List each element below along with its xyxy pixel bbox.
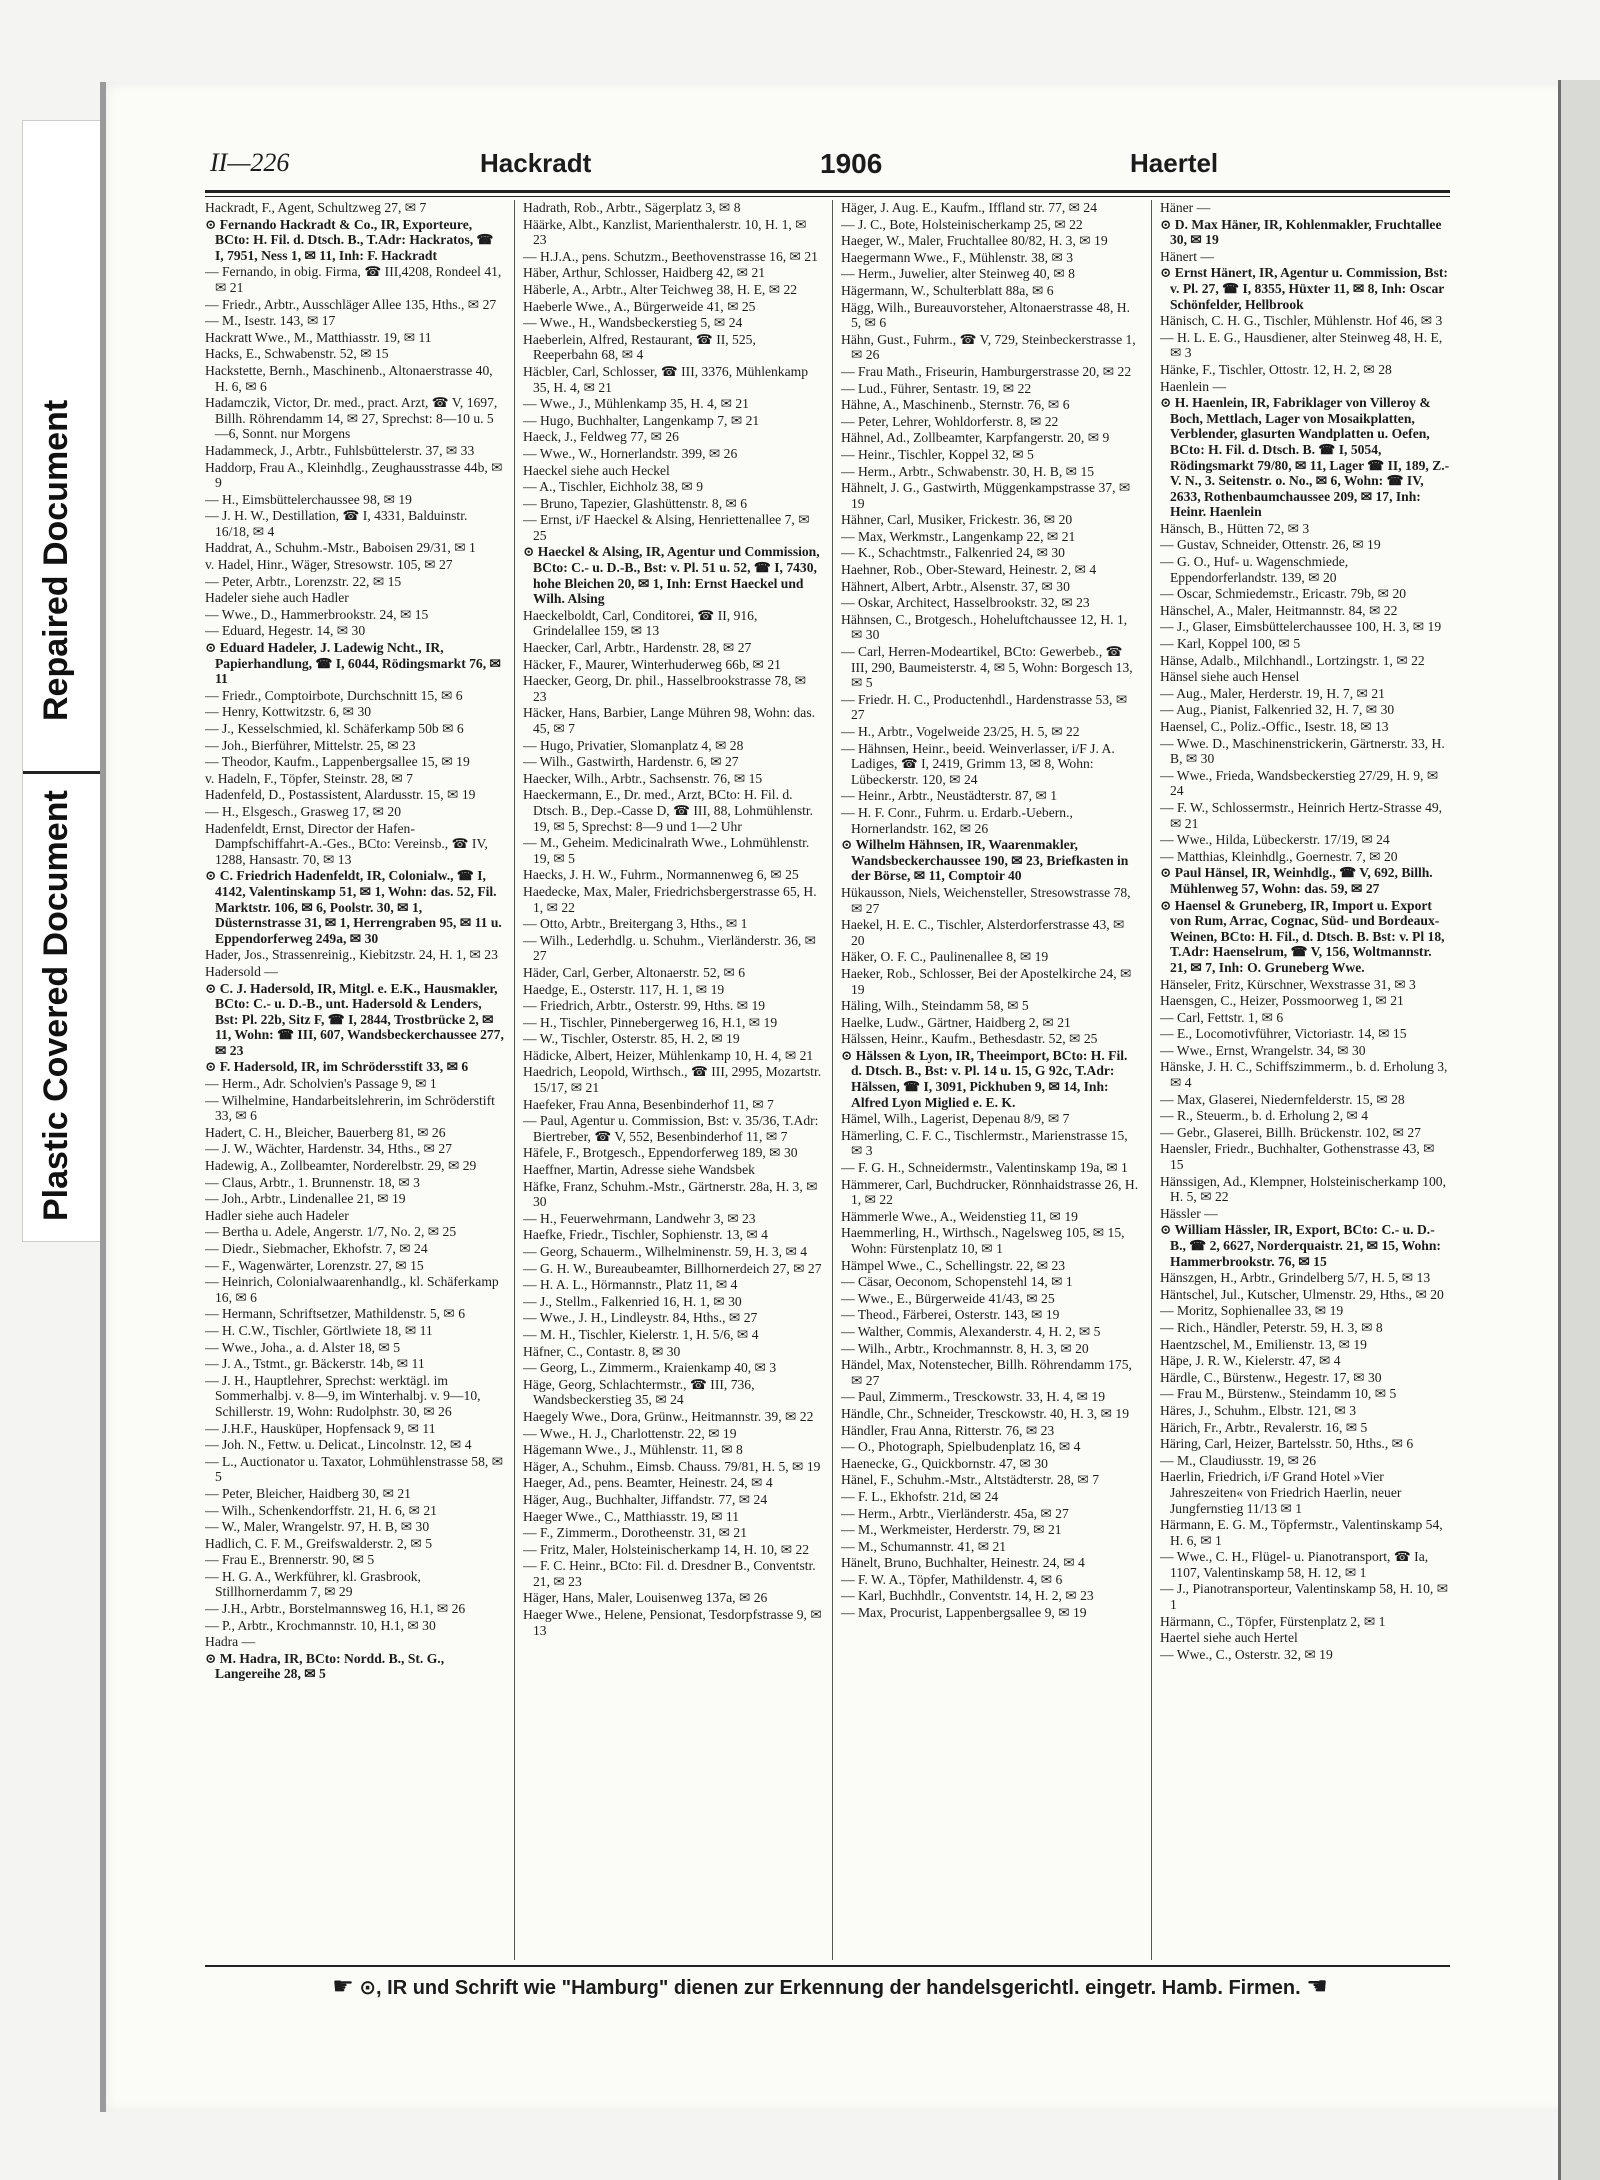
directory-entry: Häberle, A., Arbtr., Alter Teichweg 38, H. E, ✉ 22 (523, 281, 798, 297)
directory-entry: — Bertha u. Adele, Angerstr. 1/7, No. 2, ✉ 25 (205, 1224, 457, 1240)
directory-entry: — Hermann, Schriftsetzer, Mathildenstr. 5, ✉ 6 (205, 1306, 466, 1322)
directory-entry: — Fritz, Maler, Holsteinischerkamp 14, H. 10, ✉ 22 (523, 1541, 810, 1557)
document-label-tab (22, 120, 102, 1242)
directory-entry: Händle, Chr., Schneider, Tresckowstr. 40, H. 3, ✉ 19 (841, 1405, 1129, 1421)
directory-entry: Haenlein — (1160, 378, 1227, 394)
directory-entry: — Bruno, Tapezier, Glashüttenstr. 8, ✉ 6 (523, 495, 748, 511)
directory-entry: — H. F. Conr., Fuhrm. u. Erdarb.-Uebern., Hornerlandstr. 162, ✉ 26 (841, 804, 1073, 836)
directory-entry: Haeger Wwe., Helene, Pensionat, Tesdorpfstrasse 9, ✉ 13 (523, 1607, 822, 1638)
directory-entry: Hähne, A., Maschinenb., Sternstr. 76, ✉ 6 (841, 397, 1070, 413)
directory-entry: — Paul, Zimmerm., Tresckowstr. 33, H. 4, ✉ 19 (841, 1389, 1106, 1405)
directory-entry: — Karl, Koppel 100, ✉ 5 (1160, 636, 1301, 652)
directory-entry: — Heinr., Tischler, Koppel 32, ✉ 5 (841, 446, 1034, 462)
directory-entry: Haeckermann, E., Dr. med., Arzt, BCto: H. Fil. d. Dtsch. B., Dep.-Casse D, ☎ III, 88, Lohmühlenstr. 19, ✉ 5, Sprechst: 8—9 und 1—2 Uhr (523, 787, 814, 834)
directory-columns (205, 200, 1450, 1960)
directory-entry: v. Hadel, Hinr., Wäger, Stresowstr. 105, ✉ 27 (205, 557, 453, 573)
directory-entry: ⊙ Wilhelm Hähnsen, IR, Waarenmakler, Wandsbeckerchaussee 190, ✉ 23, Briefkasten in der Börse, ✉ 11, Comptoir 40 (841, 837, 1129, 884)
directory-entry: — Wwe., Frieda, Wandsbeckerstieg 27/29, H. 9, ✉ 24 (1160, 767, 1439, 799)
directory-entry: Hänke, F., Tischler, Ottostr. 12, H. 2, ✉ 28 (1160, 361, 1392, 377)
header-rule (205, 190, 1450, 193)
directory-entry: Härmann, E. G. M., Töpfermstr., Valentinskamp 54, H. 6, ✉ 1 (1160, 1517, 1443, 1548)
directory-entry: Härich, Fr., Arbtr., Revalerstr. 16, ✉ 5 (1160, 1419, 1368, 1435)
plastic-covered-label: Plastic Covered Document (37, 790, 75, 1221)
directory-entry: Haekel, H. E. C., Tischler, Alsterdorferstrasse 43, ✉ 20 (841, 917, 1125, 948)
directory-entry: Häpe, J. R. W., Kielerstr. 47, ✉ 4 (1160, 1353, 1341, 1369)
directory-entry: Haeker, Rob., Schlosser, Bei der Apostelkirche 24, ✉ 19 (841, 965, 1132, 997)
directory-entry: v. Hadeln, F., Töpfer, Steinstr. 28, ✉ 7 (205, 770, 413, 786)
directory-entry: Hadrath, Rob., Arbtr., Sägerplatz 3, ✉ 8 (523, 200, 741, 215)
directory-entry: Haegermann Wwe., F., Mühlenstr. 38, ✉ 3 (841, 249, 1074, 265)
directory-entry: — Aug., Maler, Herderstr. 19, H. 7, ✉ 21 (1160, 685, 1385, 701)
directory-entry: — J. A., Tstmt., gr. Bäckerstr. 14b, ✉ 11 (205, 1356, 425, 1372)
column-3 (841, 200, 1141, 1960)
directory-entry: Häger, J. Aug. E., Kaufm., Iffland str. 77, ✉ 24 (841, 200, 1097, 215)
directory-entry: — Herm., Adr. Scholvien's Passage 9, ✉ 1 (205, 1076, 437, 1092)
directory-entry: — Wwe. D., Maschinenstrickerin, Gärtnerstr. 33, H. B, ✉ 30 (1160, 735, 1445, 767)
directory-entry: Häger, Hans, Maler, Louisenweg 137a, ✉ 26 (523, 1590, 768, 1606)
page-header (210, 148, 1450, 188)
directory-entry: Haecker, Wilh., Arbtr., Sachsenstr. 76, ✉ 15 (523, 770, 763, 786)
directory-entry: Hägg, Wilh., Bureauvorsteher, Altonaerstrasse 48, H. 5, ✉ 6 (841, 299, 1130, 331)
header-last-word: Haertel (1130, 148, 1219, 178)
directory-entry: Hänsel siehe auch Hensel (1160, 669, 1300, 685)
directory-entry: — F. L., Ekhofstr. 21d, ✉ 24 (841, 1488, 999, 1504)
footer-rule (205, 1965, 1450, 1967)
directory-entry: Hadert, C. H., Bleicher, Bauerberg 81, ✉ 26 (205, 1124, 446, 1140)
directory-entry: — H., Arbtr., Vogelweide 23/25, H. 5, ✉ 22 (841, 724, 1080, 739)
directory-entry: Häker, O. F. C., Paulinenallee 8, ✉ 19 (841, 949, 1049, 965)
directory-entry: Häge, Georg, Schlachtermstr., ☎ III, 736, Wandsbeckerstieg 35, ✉ 24 (523, 1376, 755, 1408)
directory-entry: — Peter, Lehrer, Wohldorferstr. 8, ✉ 22 (841, 413, 1059, 429)
directory-entry: Hägemann Wwe., J., Mühlenstr. 11, ✉ 8 (523, 1442, 743, 1458)
directory-entry: Häger, A., Schuhm., Eimsb. Chauss. 79/81, H. 5, ✉ 19 (523, 1458, 821, 1474)
directory-entry: Haeger, W., Maler, Fruchtallee 80/82, H. 3, ✉ 19 (841, 233, 1108, 249)
directory-entry: ⊙ Haensel & Gruneberg, IR, Import u. Export von Rum, Arrac, Cognac, Süd- und Bordeaux-Weinen, BCto: H. Fil., d. Dtsch. B. Bst: v. Pl 18, T.Adr: Haenselrum, ☎ V, 156, Woltmannstr. 21, ✉ 7, Inh: O. Gruneberg Wwe. (1160, 897, 1445, 975)
directory-entry: — Friedr. H. C., Productenhdl., Hardenstrasse 53, ✉ 27 (841, 691, 1128, 723)
directory-entry: Hänske, J. H. C., Schiffszimmerm., b. d. Erholung 3, ✉ 4 (1160, 1059, 1448, 1091)
directory-entry: Häres, J., Schuhm., Elbstr. 121, ✉ 3 (1160, 1402, 1357, 1418)
directory-entry: — Georg, L., Zimmerm., Kraienkamp 40, ✉ 3 (523, 1360, 777, 1376)
column-1 (205, 200, 505, 1960)
directory-entry: — Wilh., Gastwirth, Hardenstr. 6, ✉ 27 (523, 754, 739, 770)
directory-entry: Hässler — (1160, 1205, 1218, 1221)
directory-entry: Haegely Wwe., Dora, Grünw., Heitmannstr. 39, ✉ 22 (523, 1408, 814, 1424)
directory-entry: Hadlich, C. F. M., Greifswalderstr. 2, ✉ 5 (205, 1535, 433, 1551)
directory-entry: Haehner, Rob., Ober-Steward, Heinestr. 2, ✉ 4 (841, 562, 1097, 578)
directory-entry: Hadenfeldt, Ernst, Director der Hafen-Dampfschiffahrt-A.-Ges., BCto: Vereinsb., ☎ IV, 1288, Hansastr. 70, ✉ 13 (205, 820, 488, 867)
directory-entry: Haenecke, G., Quickbornstr. 47, ✉ 30 (841, 1455, 1048, 1471)
directory-entry: Haeffner, Martin, Adresse siehe Wandsbek (523, 1162, 755, 1178)
directory-entry: — Oskar, Architect, Hasselbrookstr. 32, ✉ 23 (841, 595, 1090, 611)
directory-entry: — F., Zimmerm., Dorotheenstr. 31, ✉ 21 (523, 1525, 748, 1541)
directory-entry: — M., Geheim. Medicinalrath Wwe., Lohmühlenstr. 19, ✉ 5 (523, 835, 810, 866)
directory-entry: Hämmerer, Carl, Buchdrucker, Rönnhaidstrasse 26, H. 1, ✉ 22 (841, 1176, 1139, 1208)
directory-entry: — M., Isestr. 143, ✉ 17 (205, 313, 336, 329)
directory-entry: — Matthias, Kleinhdlg., Goernestr. 7, ✉ 20 (1160, 848, 1398, 864)
directory-entry: — O., Photograph, Spielbudenplatz 16, ✉ 4 (841, 1439, 1081, 1455)
directory-entry: — Max, Werkmstr., Langenkamp 22, ✉ 21 (841, 528, 1076, 544)
directory-entry: — J., Stellm., Falkenried 16, H. 1, ✉ 30 (523, 1293, 742, 1309)
directory-entry: — J. H., Hauptlehrer, Sprechst: werktägl. im Sommerhalbj. v. 8—9, im Winterhalbj. v. 9—10, Schillerstr. 19, Wohn: Rudolphstr. 30, ✉ 26 (205, 1372, 481, 1419)
directory-entry: — Wilh., Schenkendorffstr. 21, H. 6, ✉ 21 (205, 1502, 437, 1518)
directory-entry: — Diedr., Siebmacher, Ekhofstr. 7, ✉ 24 (205, 1241, 428, 1256)
directory-entry: Häfner, C., Contastr. 8, ✉ 30 (523, 1343, 681, 1359)
directory-entry: Häcker, Hans, Barbier, Lange Mühren 98, Wohn: das. 45, ✉ 7 (523, 705, 816, 736)
directory-entry: Haefke, Friedr., Tischler, Sophienstr. 13, ✉ 4 (523, 1227, 768, 1243)
directory-entry: Hadamczik, Victor, Dr. med., pract. Arzt, ☎ V, 1697, Billh. Röhrendamm 14, ✉ 27, Sprechst: 8—10 u. 5—6, Sonnt. nur Morgens (205, 395, 498, 442)
directory-entry: Hädicke, Albert, Heizer, Mühlenkamp 10, H. 4, ✉ 21 (523, 1047, 814, 1063)
directory-entry: — Henry, Kottwitzstr. 6, ✉ 30 (205, 704, 372, 720)
directory-entry: — J.H., Arbtr., Borstelmannsweg 16, H.1, ✉ 26 (205, 1601, 466, 1617)
directory-entry: Hadler siehe auch Hadeler (205, 1207, 349, 1223)
directory-entry: — Wwe., W., Hornerlandstr. 399, ✉ 26 (523, 445, 738, 461)
directory-entry: Haddrat, A., Schuhm.-Mstr., Baboisen 29/31, ✉ 1 (205, 540, 476, 556)
directory-entry: Hänisch, C. H. G., Tischler, Mühlenstr. Hof 46, ✉ 3 (1160, 313, 1443, 329)
directory-entry: Häling, Wilh., Steindamm 58, ✉ 5 (841, 998, 1029, 1014)
directory-entry: Haensler, Friedr., Buchhalter, Gothenstrasse 43, ✉ 15 (1160, 1141, 1435, 1173)
directory-entry: ⊙ Paul Hänsel, IR, Weinhdlg., ☎ V, 692, Billh. Mühlenweg 57, Wohn: das. 59, ✉ 27 (1160, 865, 1433, 896)
directory-entry: — J., Pianotransporteur, Valentinskamp 58, H. 10, ✉ 1 (1160, 1581, 1449, 1613)
directory-entry: — R., Steuerm., b. d. Erholung 2, ✉ 4 (1160, 1108, 1369, 1124)
page-footer (210, 1972, 1450, 2001)
directory-entry: Hänszgen, H., Arbtr., Grindelberg 5/7, H. 5, ✉ 13 (1160, 1270, 1431, 1286)
directory-entry: — H., Feuerwehrmann, Landwehr 3, ✉ 23 (523, 1210, 756, 1226)
directory-entry: Hämerling, C. F. C., Tischlermstr., Marienstrasse 15, ✉ 3 (841, 1127, 1128, 1159)
directory-entry: Häfele, F., Brotgesch., Eppendorferweg 189, ✉ 30 (523, 1145, 798, 1161)
pointing-hand-icon: ☚ (1306, 1973, 1328, 2000)
directory-entry: Händel, Max, Notenstecher, Billh. Röhrendamm 175, ✉ 27 (841, 1357, 1132, 1388)
directory-entry: — Rich., Händler, Peterstr. 59, H. 3, ✉ 8 (1160, 1319, 1383, 1335)
directory-entry: Hadenfeld, D., Postassistent, Alardusstr. 15, ✉ 19 (205, 787, 476, 803)
directory-entry: — H., Elsgesch., Grasweg 17, ✉ 20 (205, 803, 402, 819)
directory-entry: Haefeker, Frau Anna, Besenbinderhof 11, ✉ 7 (523, 1096, 774, 1112)
directory-entry: Hänelt, Bruno, Buchhalter, Heinestr. 24, ✉ 4 (841, 1555, 1085, 1571)
directory-entry: Haeberle Wwe., A., Bürgerweide 41, ✉ 25 (523, 298, 756, 314)
directory-entry: — M., Werkmeister, Herderstr. 79, ✉ 21 (841, 1522, 1062, 1538)
directory-entry: — H. A. L., Hörmannstr., Platz 11, ✉ 4 (523, 1277, 738, 1293)
directory-entry: — A., Tischler, Eichholz 38, ✉ 9 (523, 479, 704, 495)
directory-entry: Hänseler, Fritz, Kürschner, Wexstrasse 31, ✉ 3 (1160, 976, 1416, 992)
directory-entry: ⊙ F. Hadersold, IR, im Schrödersstift 33, ✉ 6 (205, 1059, 469, 1075)
directory-entry: Hacks, E., Schwabenstr. 52, ✉ 15 (205, 346, 389, 362)
directory-entry: Haeberlein, Alfred, Restaurant, ☎ II, 525, Reeperbahn 68, ✉ 4 (523, 331, 756, 363)
directory-entry: — Heinrich, Colonialwaarenhandlg., kl. Schäferkamp 16, ✉ 6 (205, 1274, 499, 1305)
column-divider (514, 200, 515, 1960)
directory-entry: ⊙ C. Friedrich Hadenfeldt, IR, Colonialw., ☎ I, 4142, Valentinskamp 51, ✉ 1, Wohn: das. 52, Fil. Marktstr. 106, ✉ 6, Poolstr. 30, ✉ 1, Düsternstrasse 31, ✉ 1, Herrengraben 95, ✉ 11 u. Eppendorferweg 249a, ✉ 30 (205, 868, 502, 946)
directory-entry: ⊙ Hälssen & Lyon, IR, Theeimport, BCto: H. Fil. d. Dtsch. B., Bst: v. Pl. 14 u. 15, G 92c, T.Adr: Hälssen, ☎ I, 3091, Pickhuben 9, ✉ 14, Inh: Alfred Lyon Miglied e. E. K. (841, 1047, 1128, 1110)
header-first-word: Hackradt (480, 148, 592, 178)
directory-entry: Hänschel, A., Maler, Heitmannstr. 84, ✉ 22 (1160, 602, 1398, 618)
directory-entry: — Hugo, Buchhalter, Langenkamp 7, ✉ 21 (523, 412, 760, 428)
directory-entry: Hähner, Carl, Musiker, Frickestr. 36, ✉ 20 (841, 512, 1073, 528)
directory-entry: Hadammeck, J., Arbtr., Fuhlsbüttelerstr. 37, ✉ 33 (205, 442, 475, 458)
directory-entry: — P., Arbtr., Krochmannstr. 10, H.1, ✉ 30 (205, 1617, 436, 1633)
directory-entry: Haecker, Georg, Dr. phil., Hasselbrookstrasse 78, ✉ 23 (523, 673, 807, 704)
directory-entry: Hägermann, W., Schulterblatt 88a, ✉ 6 (841, 282, 1054, 298)
directory-entry: Häner — (1160, 200, 1211, 215)
footer-note: ⊙, IR und Schrift wie "Hamburg" dienen zur Erkennung der handelsgerichtl. eingetr. Hamb. Firmen. (359, 1977, 1301, 1999)
directory-entry: — Wwe., J. H., Lindleystr. 84, Hths., ✉ 27 (523, 1310, 758, 1326)
directory-entry: Hähnert, Albert, Arbtr., Alsenstr. 37, ✉ 30 (841, 578, 1070, 594)
directory-entry: Hadra — (205, 1634, 256, 1650)
directory-entry: — H. G. A., Werkführer, kl. Grasbrook, Stillhornerdamm 7, ✉ 29 (205, 1568, 421, 1600)
directory-entry: Hälssen, Heinr., Kaufm., Bethesdastr. 52, ✉ 25 (841, 1031, 1098, 1047)
directory-entry: — Aug., Pianist, Falkenried 32, H. 7, ✉ 30 (1160, 702, 1395, 718)
directory-entry: — W., Maler, Wrangelstr. 97, H. B, ✉ 30 (205, 1519, 430, 1535)
directory-entry: — Ernst, i/F Haeckel & Alsing, Henriettenallee 7, ✉ 25 (523, 512, 810, 543)
directory-entry: — L., Auctionator u. Taxator, Lohmühlenstrasse 58, ✉ 5 (205, 1453, 504, 1485)
directory-entry: — Gebr., Glaserei, Billh. Brückenstr. 102, ✉ 27 (1160, 1124, 1421, 1140)
directory-entry: — J., Kesselschmied, kl. Schäferkamp 50b ✉ 6 (205, 721, 464, 736)
directory-entry: Hackradt, F., Agent, Schultzweg 27, ✉ 7 (205, 200, 427, 215)
directory-entry: — F. C. Heinr., BCto: Fil. d. Dresdner B., Conventstr. 21, ✉ 23 (523, 1558, 816, 1589)
directory-entry: Hähnel, Ad., Zollbeamter, Karpfangerstr. 20, ✉ 9 (841, 430, 1110, 446)
directory-entry: ⊙ D. Max Häner, IR, Kohlenmakler, Fruchtallee 30, ✉ 19 (1160, 216, 1442, 248)
next-page-edge (1558, 80, 1600, 2180)
column-divider (832, 200, 833, 1960)
directory-entry: Häring, Carl, Heizer, Bartelsstr. 50, Hths., ✉ 6 (1160, 1436, 1414, 1452)
directory-entry: — Max, Glaserei, Niedernfelderstr. 15, ✉ 28 (1160, 1091, 1405, 1107)
directory-entry: — Joh., Arbtr., Lindenallee 21, ✉ 19 (205, 1191, 406, 1207)
directory-entry: Haecker, Carl, Arbtr., Hardenstr. 28, ✉ 27 (523, 640, 752, 656)
directory-entry: — J. C., Bote, Holsteinischerkamp 25, ✉ 22 (841, 216, 1083, 232)
directory-entry: — Joh., Bierführer, Mittelstr. 25, ✉ 23 (205, 737, 416, 753)
directory-entry: Hadewig, A., Zollbeamter, Norderelbstr. 29, ✉ 29 (205, 1158, 477, 1174)
directory-entry: Häger, Aug., Buchhalter, Jiffandstr. 77, ✉ 24 (523, 1491, 768, 1507)
directory-entry: — Carl, Fettstr. 1, ✉ 6 (1160, 1009, 1284, 1025)
directory-entry: Hähn, Gust., Fuhrm., ☎ V, 729, Steinbeckerstrasse 1, ✉ 26 (841, 331, 1136, 363)
directory-entry: Haedrich, Leopold, Wirthsch., ☎ III, 2995, Mozartstr. 15/17, ✉ 21 (523, 1064, 822, 1096)
directory-entry: — H.J.A., pens. Schutzm., Beethovenstrasse 16, ✉ 21 (523, 248, 818, 264)
directory-entry: Haelke, Ludw., Gärtner, Haidberg 2, ✉ 21 (841, 1014, 1071, 1030)
directory-entry: Hader, Jos., Strassenreinig., Kiebitzstr. 24, H. 1, ✉ 23 (205, 947, 498, 963)
directory-entry: — Friedr., Comptoirbote, Durchschnitt 15, ✉ 6 (205, 687, 463, 703)
directory-entry: Hänel, F., Schuhm.-Mstr., Altstädterstr. 28, ✉ 7 (841, 1472, 1100, 1488)
directory-entry: — Wwe., C. H., Flügel- u. Pianotransport, ☎ Ia, 1107, Valentinskamp 58, H. 12, ✉ 1 (1160, 1549, 1429, 1580)
directory-entry: Häfke, Franz, Schuhm.-Mstr., Gärtnerstr. 28a, H. 3, ✉ 30 (523, 1178, 818, 1210)
directory-entry: — J., Glaser, Eimsbüttelerchaussee 100, H. 3, ✉ 19 (1160, 619, 1442, 635)
directory-entry: ⊙ William Hässler, IR, Export, BCto: C.- u. D.-B., ☎ 2, 6627, Norderquaistr. 21, ✉ 15, Wohn: Hammerbrookstr. 76, ✉ 15 (1160, 1222, 1441, 1269)
directory-entry: — Friedrich, Arbtr., Osterstr. 99, Hths. ✉ 19 (523, 998, 766, 1014)
directory-entry: — Walther, Commis, Alexanderstr. 4, H. 2, ✉ 5 (841, 1323, 1101, 1339)
directory-entry: — Friedr., Arbtr., Ausschläger Allee 135, Hths., ✉ 27 (205, 296, 497, 312)
directory-entry: — Wwe., C., Osterstr. 32, ✉ 19 (1160, 1646, 1333, 1662)
directory-entry: — Frau M., Bürstenw., Steindamm 10, ✉ 5 (1160, 1386, 1397, 1402)
pointing-hand-icon: ☛ (332, 1973, 354, 2000)
directory-entry: — Theod., Färberei, Osterstr. 143, ✉ 19 (841, 1307, 1060, 1323)
directory-entry: — Oscar, Schmiedemstr., Ericastr. 79b, ✉ 20 (1160, 586, 1407, 602)
directory-entry: — Wilh., Lederhdlg. u. Schuhm., Vierländerstr. 36, ✉ 27 (523, 932, 817, 964)
column-divider (1151, 200, 1152, 1960)
directory-entry: Häntschel, Jul., Kutscher, Ulmenstr. 29, Hths., ✉ 20 (1160, 1286, 1444, 1302)
directory-entry: Haeckel siehe auch Heckel (523, 462, 670, 478)
directory-entry: — J. H. W., Destillation, ☎ I, 4331, Balduinstr. 16/18, ✉ 4 (205, 508, 468, 539)
directory-entry: Haensel, C., Poliz.-Offic., Isestr. 18, ✉ 13 (1160, 719, 1389, 734)
directory-entry: Händler, Frau Anna, Ritterstr. 76, ✉ 23 (841, 1422, 1055, 1438)
directory-entry: — H., Eimsbüttelerchaussee 98, ✉ 19 (205, 491, 412, 507)
directory-entry: — W., Tischler, Osterstr. 85, H. 2, ✉ 19 (523, 1031, 740, 1047)
directory-entry: — Wwe., D., Hammerbrookstr. 24, ✉ 15 (205, 606, 429, 622)
directory-entry: ⊙ C. J. Hadersold, IR, Mitgl. e. E.K., Hausmakler, BCto: C.- u. D.-B., unt. Hadersold & Lenders, Bst: Pl. 22b, Sitz F, ☎ I, 2844, Trostbrücke 2, ✉ 11, Wohn: ☎ III, 607, Wandsbeckerchaussee 277, ✉ 23 (205, 980, 504, 1058)
directory-entry: — Hähnsen, Heinr., beeid. Weinverlasser, i/F J. A. Ladiges, ☎ I, 2419, Grimm 13, ✉ 8, Wohn: Lübeckerstr. 120, ✉ 24 (841, 740, 1115, 787)
directory-entry: ⊙ Ernst Hänert, IR, Agentur u. Commission, Bst: v. Pl. 27, ☎ I, 8355, Hüxter 11, ✉ 8, Inh: Oscar Schönfelder, Hellbrook (1160, 265, 1448, 312)
header-rule-thin (205, 196, 1450, 197)
directory-entry: — Frau E., Brennerstr. 90, ✉ 5 (205, 1552, 375, 1568)
directory-entry: — Claus, Arbtr., 1. Brunnenstr. 18, ✉ 3 (205, 1174, 420, 1190)
directory-entry: — Wwe., Joha., a. d. Alster 18, ✉ 5 (205, 1339, 401, 1355)
directory-entry: Hükausson, Niels, Weichensteller, Stresowstrasse 78, ✉ 27 (841, 884, 1131, 916)
repaired-document-label: Repaired Document (37, 399, 75, 721)
directory-entry: — Cäsar, Oeconom, Schopenstehl 14, ✉ 1 (841, 1274, 1073, 1290)
directory-entry: — J. W., Wächter, Hardenstr. 34, Hths., ✉ 27 (205, 1141, 452, 1157)
directory-entry: ⊙ Eduard Hadeler, J. Ladewig Ncht., IR, Papierhandlung, ☎ I, 6044, Rödingsmarkt 76, ✉ 11 (205, 640, 501, 687)
directory-entry: — Herm., Arbtr., Schwabenstr. 30, H. B, ✉ 15 (841, 463, 1095, 479)
directory-entry: Haedge, E., Osterstr. 117, H. 1, ✉ 19 (523, 981, 725, 997)
directory-entry: Häder, Carl, Gerber, Altonaerstr. 52, ✉ 6 (523, 964, 746, 980)
directory-entry: Hänsch, B., Hütten 72, ✉ 3 (1160, 520, 1310, 536)
directory-entry: — H., Tischler, Pinnebergerweg 16, H.1, ✉ 19 (523, 1014, 778, 1030)
directory-entry: ⊙ M. Hadra, IR, BCto: Nordd. B., St. G., Langereihe 28, ✉ 5 (205, 1650, 445, 1682)
directory-entry: — Theodor, Kaufm., Lappenbergsallee 15, ✉ 19 (205, 754, 470, 770)
directory-entry: — Moritz, Sophienallee 33, ✉ 19 (1160, 1303, 1344, 1319)
directory-entry: Hadeler siehe auch Hadler (205, 590, 349, 606)
directory-entry: ⊙ H. Haenlein, IR, Fabriklager von Villeroy & Boch, Mettlach, Lager von Mosaikplatten, Verblender, glasurten Wandplatten u. Oefen, BCto: H. Fil. d. Dtsch. B. ☎ I, 5054, Rödingsmarkt 79/80, ✉ 11, Lager ☎ II, 189, Z.-V. N., 3. Seitenstr. o. No., ✉ 6, Wohn: ☎ IV, 2633, Rothenbaumchaussee 209, ✉ 17, Inh: Heinr. Haenlein (1160, 395, 1450, 520)
directory-entry: — Wwe., Hilda, Lübeckerstr. 17/19, ✉ 24 (1160, 832, 1390, 848)
directory-entry: Hackstette, Bernh., Maschinenb., Altonaerstrasse 40, H. 6, ✉ 6 (205, 362, 493, 394)
directory-entry: — Wwe., E., Bürgerweide 41/43, ✉ 25 (841, 1290, 1055, 1306)
directory-entry: Hämmerle Wwe., A., Weidenstieg 11, ✉ 19 (841, 1208, 1078, 1224)
directory-entry: — J.H.F., Hausküper, Hopfensack 9, ✉ 11 (205, 1420, 436, 1436)
directory-entry: — H. C.W., Tischler, Görtlwiete 18, ✉ 11 (205, 1322, 433, 1338)
directory-entry: Haeck, J., Feldweg 77, ✉ 26 (523, 429, 679, 445)
directory-entry: Hänert — (1160, 248, 1214, 264)
directory-entry: — Wwe., H. J., Charlottenstr. 22, ✉ 19 (523, 1425, 737, 1441)
directory-entry: Hackratt Wwe., M., Matthiasstr. 19, ✉ 11 (205, 329, 432, 345)
directory-entry: — Herm., Juwelier, alter Steinweg 40, ✉ 8 (841, 266, 1075, 282)
directory-entry: Hähnsen, C., Brotgesch., Hoheluftchaussee 12, H. 1, ✉ 30 (841, 611, 1128, 643)
directory-entry: Hadersold — (205, 963, 278, 979)
directory-entry: Häärke, Albt., Kanzlist, Marienthalerstr. 10, H. 1, ✉ 23 (523, 216, 807, 248)
directory-entry: Haeckelboldt, Carl, Conditorei, ☎ II, 916, Grindelallee 159, ✉ 13 (523, 607, 758, 639)
directory-entry: — E., Locomotivführer, Victoriastr. 14, ✉ 15 (1160, 1026, 1407, 1042)
directory-entry: — Eduard, Hegestr. 14, ✉ 30 (205, 623, 366, 639)
directory-entry: — Fernando, in obig. Firma, ☎ III,4208, Rondeel 41, ✉ 21 (205, 264, 502, 295)
column-4 (1160, 200, 1450, 1960)
directory-entry: — Peter, Arbtr., Lorenzstr. 22, ✉ 15 (205, 573, 402, 589)
directory-entry: ⊙ Fernando Hackradt & Co., IR, Exporteure, BCto: H. Fil. d. Dtsch. B., T.Adr: Hackratos, ☎ I, 7951, Ness 1, ✉ 11, Inh: F. Hackradt (205, 216, 494, 263)
label-divider (23, 771, 101, 774)
directory-entry: Härmann, C., Töpfer, Fürstenplatz 2, ✉ 1 (1160, 1613, 1386, 1629)
directory-entry: — Hugo, Privatier, Slomanplatz 4, ✉ 28 (523, 737, 744, 753)
directory-entry: — Wwe., J., Mühlenkamp 35, H. 4, ✉ 21 (523, 396, 749, 412)
directory-entry: — Gustav, Schneider, Ottenstr. 26, ✉ 19 (1160, 537, 1381, 553)
directory-entry: — Georg, Schauerm., Wilhelminenstr. 59, H. 3, ✉ 4 (523, 1244, 808, 1259)
directory-entry: Hämel, Wilh., Lagerist, Depenau 8/9, ✉ 7 (841, 1111, 1070, 1127)
directory-entry: Haddorp, Frau A., Kleinhdlg., Zeughausstrasse 44b, ✉ 9 (205, 459, 503, 491)
directory-entry: — Lud., Führer, Sentastr. 19, ✉ 22 (841, 380, 1032, 396)
page-number: II—226 (210, 148, 290, 177)
directory-entry: — Herm., Arbtr., Vierländerstr. 45a, ✉ 27 (841, 1505, 1069, 1521)
directory-entry: — F. W., Schlossermstr., Heinrich Hertz-Strasse 49, ✉ 21 (1160, 799, 1443, 831)
directory-entry: — H. L. E. G., Hausdiener, alter Steinweg 48, H. E, ✉ 3 (1160, 329, 1443, 361)
directory-entry: Hänse, Adalb., Milchhandl., Lortzingstr. 1, ✉ 22 (1160, 652, 1425, 668)
directory-entry: — G. O., Huf- u. Wagenschmiede, Eppendorferlandstr. 139, ✉ 20 (1160, 554, 1349, 585)
directory-entry: ⊙ Haeckel & Alsing, IR, Agentur und Commission, BCto: C.- u. D.-B., Bst: v. Pl. 51 u. 52, ☎ I, 7430, hohe Bleichen 20, ✉ 1, Inh: Ernst Haeckel und Wilh. Alsing (523, 544, 820, 607)
directory-entry: — Wwe., Ernst, Wrangelstr. 34, ✉ 30 (1160, 1042, 1366, 1058)
directory-entry: — F. G. H., Schneidermstr., Valentinskamp 19a, ✉ 1 (841, 1160, 1128, 1176)
directory-entry: — Peter, Bleicher, Haidberg 30, ✉ 21 (205, 1485, 411, 1501)
directory-entry: Hänssigen, Ad., Klempner, Holsteinischerkamp 100, H. 5, ✉ 22 (1160, 1173, 1447, 1205)
directory-entry: — Carl, Herren-Modeartikel, BCto: Gewerbeb., ☎ III, 290, Baumeisterstr. 4, ✉ 5, Wohn: Borgesch 13, ✉ 5 (841, 644, 1133, 691)
directory-entry: Haemmerling, H., Wirthsch., Nagelsweg 105, ✉ 15, Wohn: Fürstenplatz 10, ✉ 1 (841, 1225, 1125, 1256)
directory-entry: Haeger Wwe., C., Matthiasstr. 19, ✉ 11 (523, 1508, 740, 1524)
directory-entry: — Joh. N., Fettw. u. Delicat., Lincolnstr. 12, ✉ 4 (205, 1437, 472, 1453)
directory-entry: — M., Schumannstr. 41, ✉ 21 (841, 1538, 1007, 1554)
directory-entry: Haentzschel, M., Emilienstr. 13, ✉ 19 (1160, 1336, 1367, 1352)
header-year: 1906 (820, 148, 883, 179)
directory-entry: — Frau Math., Friseurin, Hamburgerstrasse 20, ✉ 22 (841, 363, 1132, 379)
directory-entry: — F., Wagenwärter, Lorenzstr. 27, ✉ 15 (205, 1257, 424, 1273)
directory-entry: — Otto, Arbtr., Breitergang 3, Hths., ✉ 1 (523, 916, 748, 932)
directory-entry: — Paul, Agentur u. Commission, Bst: v. 35/36, T.Adr: Biertreber, ☎ V, 552, Besenbinderhof 11, ✉ 7 (523, 1113, 819, 1144)
directory-entry: Haeger, Ad., pens. Beamter, Heinestr. 24, ✉ 4 (523, 1475, 773, 1491)
directory-entry: Hämpel Wwe., C., Schellingstr. 22, ✉ 23 (841, 1257, 1066, 1273)
directory-entry: — Wilh., Arbtr., Krochmannstr. 8, H. 3, ✉ 20 (841, 1340, 1089, 1356)
directory-entry: — Wilhelmine, Handarbeitslehrerin, im Schröderstift 33, ✉ 6 (205, 1092, 495, 1124)
directory-entry: Haedecke, Max, Maler, Friedrichsbergerstrasse 65, H. 1, ✉ 22 (523, 883, 817, 915)
directory-entry: Haerlin, Friedrich, i/F Grand Hotel »Vier Jahreszeiten« von Friedrich Haerlin, neuer Jungfernstieg 11/13 ✉ 1 (1160, 1469, 1402, 1516)
directory-entry: Haensgen, C., Heizer, Possmoorweg 1, ✉ 21 (1160, 993, 1404, 1009)
directory-entry: — Max, Procurist, Lappenbergsallee 9, ✉ 19 (841, 1605, 1087, 1621)
directory-entry: — Heinr., Arbtr., Neustädterstr. 87, ✉ 1 (841, 788, 1058, 804)
directory-entry: Häcker, F., Maurer, Winterhuderweg 66b, ✉ 21 (523, 656, 781, 672)
directory-entry: Häcbler, Carl, Schlosser, ☎ III, 3376, Mühlenkamp 35, H. 4, ✉ 21 (523, 363, 809, 395)
directory-entry: — F. W. A., Töpfer, Mathildenstr. 4, ✉ 6 (841, 1571, 1063, 1587)
directory-entry: — Wwe., H., Wandsbeckerstieg 5, ✉ 24 (523, 315, 743, 331)
directory-entry: Häber, Arthur, Schlosser, Haidberg 42, ✉ 21 (523, 265, 766, 281)
column-2 (523, 200, 823, 1960)
directory-entry: — M., Claudiusstr. 19, ✉ 26 (1160, 1452, 1317, 1468)
directory-entry: — Karl, Buchhdlr., Conventstr. 14, H. 2, ✉ 23 (841, 1588, 1094, 1604)
directory-entry: — M. H., Tischler, Kielerstr. 1, H. 5/6, ✉ 4 (523, 1326, 759, 1342)
directory-entry: — K., Schachtmstr., Falkenried 24, ✉ 30 (841, 545, 1065, 561)
directory-entry: Hähnelt, J. G., Gastwirth, Müggenkampstrasse 37, ✉ 19 (841, 480, 1131, 511)
directory-entry: Härdle, C., Bürstenw., Hegestr. 17, ✉ 30 (1160, 1369, 1382, 1385)
directory-entry: — G. H. W., Bureaubeamter, Billhornerdeich 27, ✉ 27 (523, 1260, 822, 1276)
directory-entry: Haecks, J. H. W., Fuhrm., Normannenweg 6, ✉ 25 (523, 867, 799, 883)
directory-entry: Haertel siehe auch Hertel (1160, 1630, 1298, 1646)
